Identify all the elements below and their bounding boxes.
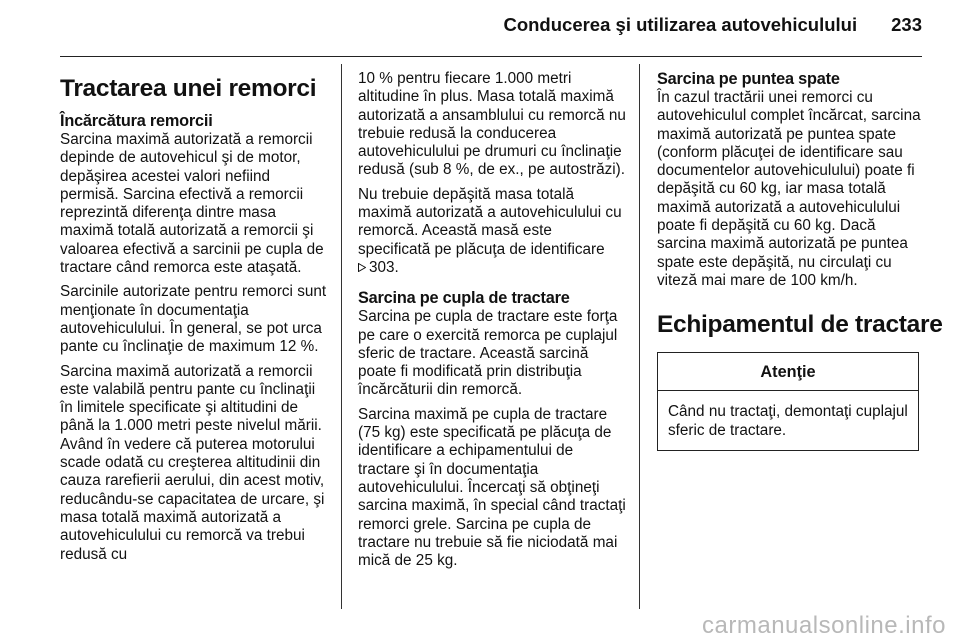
paragraph: Sarcinile autorizate pentru remorci sunt menţionate în documentaţia autovehiculului. În general, se pot urca pante cu înclinaţie de maximum 12 %. — [60, 283, 327, 356]
paragraph: Sarcina maximă autorizată a remorcii este valabilă pentru pante cu înclinaţii în limitele specificate şi altitudini de până la 1.000 metri peste nivelul mării. Având în vedere că puterea motorului scade odată cu creşterea altitudinii din cauza rarefierii aerului, din acest motiv, reducându-se capacitatea de urcare, şi masa totală maximă autorizată a autovehiculului cu remorcă va trebui redusă cu — [60, 362, 325, 563]
caution-box — [657, 352, 919, 451]
section-heading-towing-equipment: Echipamentul de tractare — [657, 311, 943, 339]
column-2 — [358, 70, 628, 576]
page-reference-link[interactable]: 303. — [369, 258, 399, 276]
running-title: Conducerea şi utilizarea autovehiculului — [503, 14, 858, 35]
page-header — [0, 14, 922, 36]
page-number: 233 — [891, 14, 922, 35]
subheading-trailer-load: Încărcătura remorcii — [60, 112, 213, 130]
paragraph: Sarcina maximă autorizată a remorcii depinde de autovehicul şi de motor, depăşirea acestei valori nefiind permisă. Sarcina efectivă a remorcii reprezintă diferenţa dintre masa maximă totală autorizată a remorcii şi valoarea efectivă a sarcinii pe cupla de tractare când remorca este ataşată. — [60, 131, 324, 277]
header-divider — [60, 56, 922, 57]
caution-title: Atenţie — [658, 353, 918, 391]
caution-text: Când nu tractaţi, demontaţi cuplajul sferic de tractare. — [668, 403, 908, 439]
column-divider — [341, 64, 342, 609]
column-3 — [657, 70, 943, 451]
column-1 — [60, 70, 332, 570]
column-divider — [639, 64, 640, 609]
paragraph: În cazul tractării unei remorci cu autovehiculul complet încărcat, sarcina maximă autorizată pe puntea spate (conform plăcuţei de identificare sau documentelor autovehiculului) poate fi depăşită cu 60 kg, iar masa totală maximă autorizată a autovehiculului poate fi depăşită cu 60 kg. Dacă sarcina maximă autorizată pe puntea spate este depăşită, nu circulaţi cu viteză mai mare de 100 km/h. — [657, 89, 921, 289]
paragraph-text: Nu trebuie depăşită masa totală maximă autorizată a autovehiculului cu remorcă. Această masă este specificată pe plăcuţa de identificare — [358, 185, 622, 258]
subheading-coupling-load: Sarcina pe cupla de tractare — [358, 289, 570, 308]
paragraph: Sarcina maximă pe cupla de tractare (75 kg) este specificată pe plăcuţa de identificare a echipamentului de tractare şi în documentaţia autovehiculului. Încercaţi să obţineţi sarcina maximă, în special când tractaţi remorci grele. Sarcina pe cupla de tractare nu trebuie să fie niciodată mai mică de 25 kg. — [358, 405, 626, 570]
watermark: carmanualsonline.info — [702, 612, 946, 639]
paragraph: Sarcina pe cupla de tractare este forţa pe care o exercită remorca pe cuplajul sferic de tractare. Această sarcină poate fi modificată prin distribuţia încărcăturii din remorcă. — [358, 308, 618, 399]
section-heading-towing: Tractarea unei remorci — [60, 75, 317, 102]
paragraph: 10 % pentru fiecare 1.000 metri altitudine în plus. Masa totală maximă autorizată a ansamblului cu remorcă nu trebuie redusă la conducerea autovehiculului pe drumuri cu înclinaţie redusă (sub 8 %, de ex., pe autostrăzi). — [358, 70, 626, 179]
subheading-rear-axle-load: Sarcina pe puntea spate — [657, 70, 840, 88]
paragraph — [358, 186, 628, 277]
triangle-arrow-icon — [358, 263, 366, 272]
